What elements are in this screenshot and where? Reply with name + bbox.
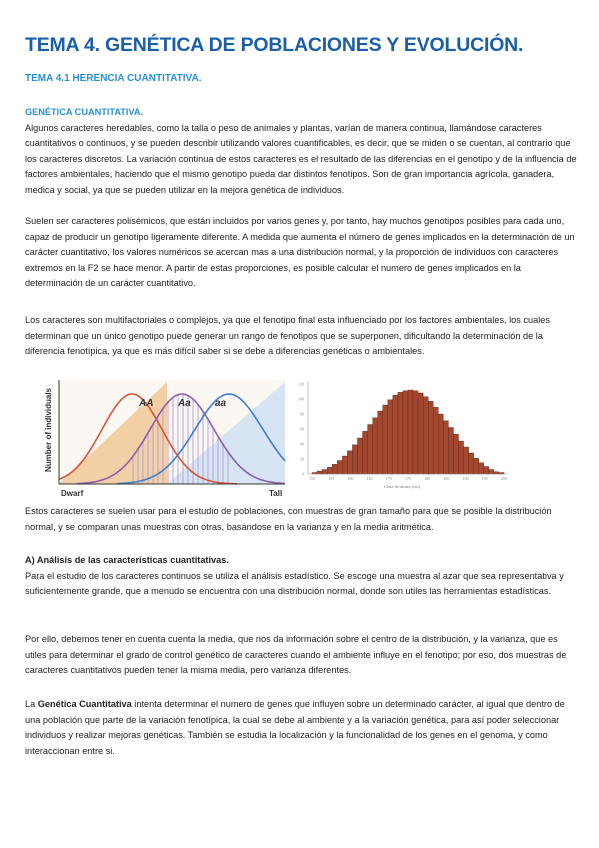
histogram-bar bbox=[489, 470, 494, 475]
histogram-bar bbox=[413, 391, 418, 474]
histogram-bar bbox=[469, 453, 474, 474]
paragraph: Algunos caracteres heredables, como la talla o peso de animales y plantas, varían de manera continua, llamándose caracteres cuantitativos o continuos, y se pueden describir utilizando valores cuantificables, es decir, que se miden o se cuentan, al contrario que los caracteres discretos. La variación continua de estos caracteres es el resultado de las diferencias en el genotipo y de la influencia de factores ambientales, haciendo que el mismo genotipo pueda dar distintos fenotipos. Son de gran importancia agrícola, ganadera, medica y social, ya que se pueden utilizar en la mejora genética de individuos. bbox=[25, 122, 577, 195]
x-tick-label: 155 bbox=[328, 476, 335, 481]
histogram-bar bbox=[347, 451, 352, 474]
section-analisis bbox=[25, 553, 577, 600]
histogram-bar bbox=[464, 447, 469, 474]
section-genetica-cuantitativa bbox=[25, 105, 577, 199]
y-tick-label: 100 bbox=[298, 396, 304, 402]
text-run: La bbox=[25, 699, 38, 709]
label-Aa: Aa bbox=[178, 398, 191, 409]
label-aa: aa bbox=[215, 398, 227, 409]
histogram-bar bbox=[383, 405, 388, 474]
x-tick-label: 150 bbox=[309, 476, 315, 481]
x-tick-label: 160 bbox=[347, 476, 354, 481]
histogram-bar bbox=[388, 400, 393, 474]
histogram-bar bbox=[363, 431, 368, 474]
histogram-bar bbox=[403, 391, 408, 474]
histogram-bar bbox=[342, 456, 347, 474]
x-tick-label: 170 bbox=[385, 476, 392, 481]
x-tick-label: 190 bbox=[462, 476, 469, 481]
page-title: TEMA 4. GENÉTICA DE POBLACIONES Y EVOLUCIÓN. bbox=[25, 34, 524, 56]
histogram-bar bbox=[368, 425, 373, 475]
paragraph: Estos caracteres se suelen usar para el estudio de poblaciones, con muestras de gran tamaño para que se posible la distribución normal, y se comparan unas muestras con otras, basándose en la varianza y en la media aritmética. bbox=[25, 506, 552, 532]
section-heading: A) Análisis de las características cuantitativas. bbox=[25, 555, 229, 565]
histogram-bar bbox=[484, 467, 489, 475]
histogram-bar bbox=[378, 411, 383, 474]
y-tick-label: 120 bbox=[298, 381, 304, 387]
y-tick-label: 60 bbox=[300, 426, 304, 432]
histogram-bar bbox=[418, 393, 423, 474]
x-axis-label: Clase de altura (cm) bbox=[383, 484, 421, 489]
histogram-bar bbox=[398, 392, 403, 474]
genotype-distribution-figure bbox=[37, 378, 303, 506]
histogram-bar bbox=[474, 458, 479, 474]
histogram-bar bbox=[352, 445, 357, 474]
y-tick-label: 20 bbox=[300, 456, 304, 462]
paragraph: Para el estudio de los caracteres continuos se utiliza el análisis estadístico. Se escoge una muestra al azar que sea representativa y suficientemente grande, que a menudo se encuentra con una distribución normal, donde son utiles las herramientas estadísticas. bbox=[25, 570, 564, 597]
section-body-4 bbox=[25, 504, 577, 535]
histogram-bar bbox=[453, 434, 458, 474]
section-body-3 bbox=[25, 313, 577, 360]
page-subtitle: TEMA 4.1 HERENCIA CUANTITATIVA. bbox=[25, 73, 202, 84]
x-tick-label: 175 bbox=[405, 476, 411, 481]
paragraph: Por ello, debemos tener en cuenta cuenta la media, que nos da información sobre el centro de la distribución, y la varianza, que es utiles para determinar el grado de control genético de caracteres cuando el ambiente influye en el fenotipo; por eso, dos muestras de caracteres cuantitativos pueden tener la misma media, pero varianza diferentes. bbox=[25, 634, 567, 676]
x-label-dwarf: Dwarf bbox=[61, 489, 84, 498]
y-axis-label: Number of individuals bbox=[44, 387, 53, 472]
section-body-2 bbox=[25, 214, 577, 292]
x-tick-label: 165 bbox=[366, 476, 373, 481]
histogram-bar bbox=[317, 471, 322, 474]
x-label-tall: Tall bbox=[269, 489, 283, 498]
paragraph bbox=[25, 697, 577, 759]
section-body-6 bbox=[25, 697, 577, 759]
x-tick-label: 180 bbox=[424, 476, 431, 481]
histogram-bar bbox=[357, 438, 362, 474]
height-histogram bbox=[290, 376, 514, 490]
y-tick-label: 80 bbox=[300, 411, 304, 417]
histogram-bar bbox=[459, 441, 464, 474]
histogram-bar bbox=[408, 390, 413, 474]
bold-term: Genética Cuantitativa bbox=[37, 699, 132, 709]
histogram-bar bbox=[423, 397, 428, 474]
histogram-bar bbox=[433, 407, 438, 474]
x-tick-label: 195 bbox=[481, 476, 488, 481]
paragraph: Los caracteres son multifactoriales o complejos, ya que el fenotipo final esta influenciado por los factores ambientales, los cuales determinan que un único genotipo puede generar un rango de fenotipos que se superponen, dificultando la determinación de la diferencia fenotípica, ya que es más difícil saber si se debe a diferencias genéticas o ambientales. bbox=[25, 315, 550, 357]
histogram-bar bbox=[428, 401, 433, 474]
y-tick-label: 40 bbox=[300, 441, 304, 447]
histogram-bar bbox=[332, 464, 337, 474]
histogram-bar bbox=[443, 421, 448, 474]
x-tick-label: 185 bbox=[443, 476, 450, 481]
text-run: intenta determinar el numero de genes que influyen sobre un determinado carácter, al igual que dentro de una población que parte de la variación fenotípica, la cual se debe al ambiente y a la variación genética, para así poder seleccionar individuos y realizar mejoras genéticas. También se estudia la localización y la funcionalidad de los genes en el genoma, y como interaccionan entre si. bbox=[25, 699, 565, 756]
x-tick-label: 200 bbox=[501, 476, 507, 481]
histogram-bar bbox=[448, 428, 453, 475]
histogram-bar bbox=[322, 470, 327, 475]
histogram-bar bbox=[337, 461, 342, 475]
section-body-5 bbox=[25, 632, 577, 679]
histogram-bar bbox=[438, 414, 443, 474]
y-tick-label: 0 bbox=[302, 471, 304, 477]
histogram-bar bbox=[494, 472, 499, 474]
label-AA: AA bbox=[139, 398, 154, 409]
histogram-bar bbox=[327, 467, 332, 474]
paragraph: Suelen ser caracteres polisémicos, que están incluidos por varios genes y, por tanto, hay muchos genotipos posibles para cada uno, capaz de producir un genotipo ligeramente diferente. A medida que aumenta el número de genes implicados en la determinación de un carácter cuantitativo, los valores numéricos se acercan mas a una distribución normal, y la proporción de individuos con caracteres extremos en la F2 se hace menor. A partir de estas proporciones, es posible calcular el numero de genes implicados en la determinación de un carácter cuantitativo. bbox=[25, 216, 575, 289]
histogram-bar bbox=[373, 418, 378, 474]
histogram-bar bbox=[479, 463, 484, 474]
histogram-bar bbox=[393, 395, 398, 474]
section-heading: GENÉTICA CUANTITATIVA. bbox=[25, 107, 144, 117]
